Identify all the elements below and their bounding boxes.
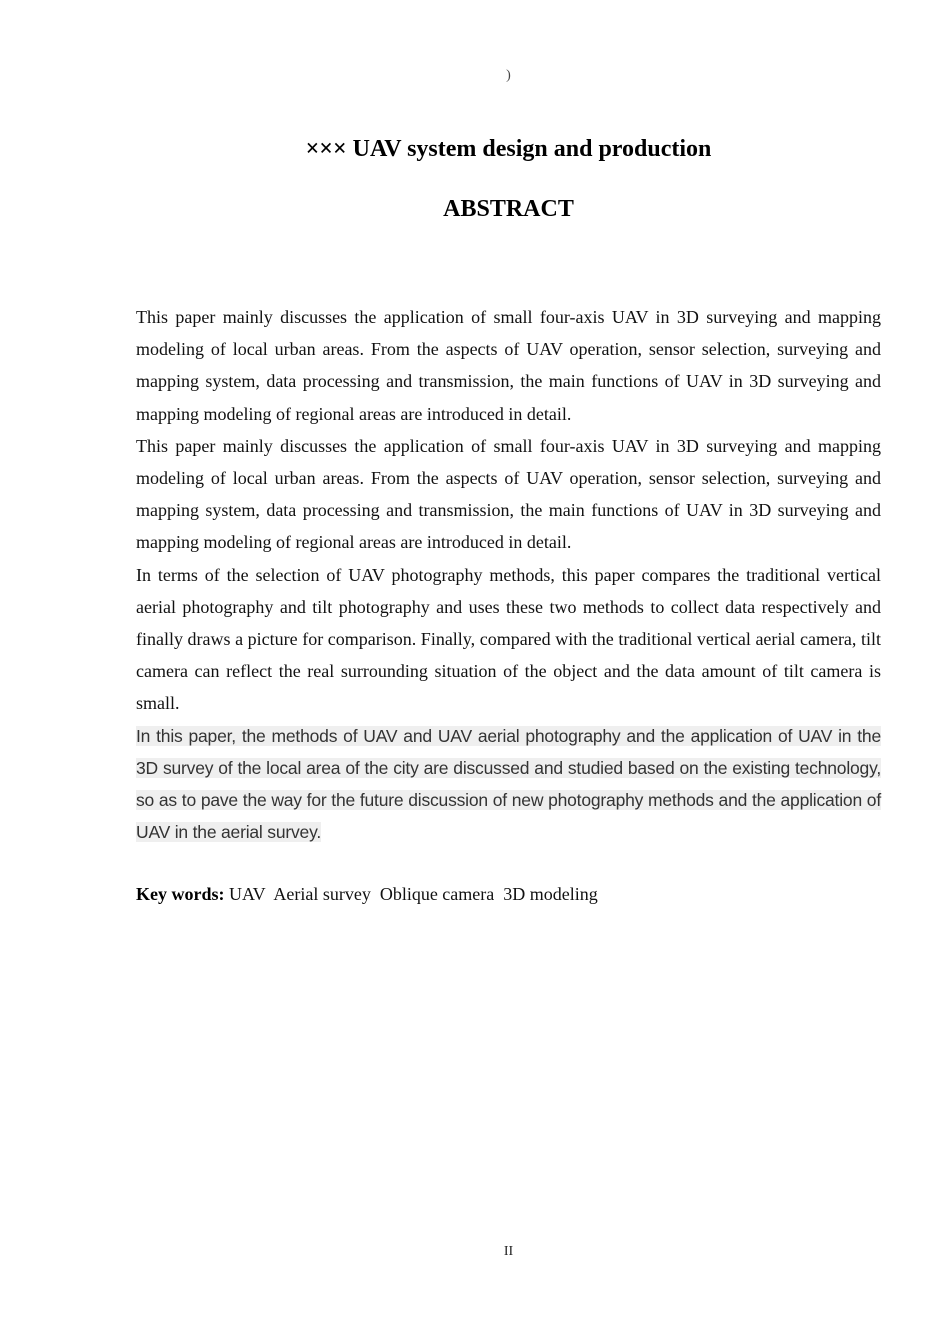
abstract-paragraph-2: This paper mainly discusses the application of small four-axis UAV in 3D surveying and mapping modeling of local urban areas. From the aspects of UAV operation, sensor selection, surveying and mapping system, data processing and transmission, the main functions of UAV in 3D surveying and mapping modeling of regional areas are introduced in detail. bbox=[136, 435, 881, 553]
paper-title: ××× UAV system design and production bbox=[305, 136, 712, 162]
abstract-paragraph-4-highlighted bbox=[136, 720, 881, 849]
page-number: II bbox=[503, 1244, 514, 1259]
keywords-line bbox=[136, 884, 598, 905]
header-mark: ) bbox=[506, 68, 511, 83]
abstract-paragraph-3: In terms of the selection of UAV photography methods, this paper compares the traditional vertical aerial photography and tilt photography and uses these two methods to collect data respectively and finally draws a picture for comparison. Finally, compared with the traditional vertical aerial camera, tilt camera can reflect the real surrounding situation of the object and the data amount of tilt camera is small. bbox=[136, 564, 881, 714]
abstract-body bbox=[136, 301, 881, 848]
keywords-text: UAV Aerial survey Oblique camera 3D modeling bbox=[224, 884, 598, 904]
abstract-heading: ABSTRACT bbox=[443, 196, 574, 222]
highlighted-text: In this paper, the methods of UAV and UAV aerial photography and the application of UAV in the 3D survey of the local area of the city are discussed and studied based on the existing technology, so as to pave the way for the future discussion of new photography methods and the application of UAV in the aerial survey. bbox=[136, 725, 881, 843]
keywords-label: Key words: bbox=[136, 884, 225, 904]
abstract-paragraph-1: This paper mainly discusses the application of small four-axis UAV in 3D surveying and mapping modeling of local urban areas. From the aspects of UAV operation, sensor selection, surveying and mapping system, data processing and transmission, the main functions of UAV in 3D surveying and mapping modeling of regional areas are introduced in detail. bbox=[136, 307, 881, 424]
